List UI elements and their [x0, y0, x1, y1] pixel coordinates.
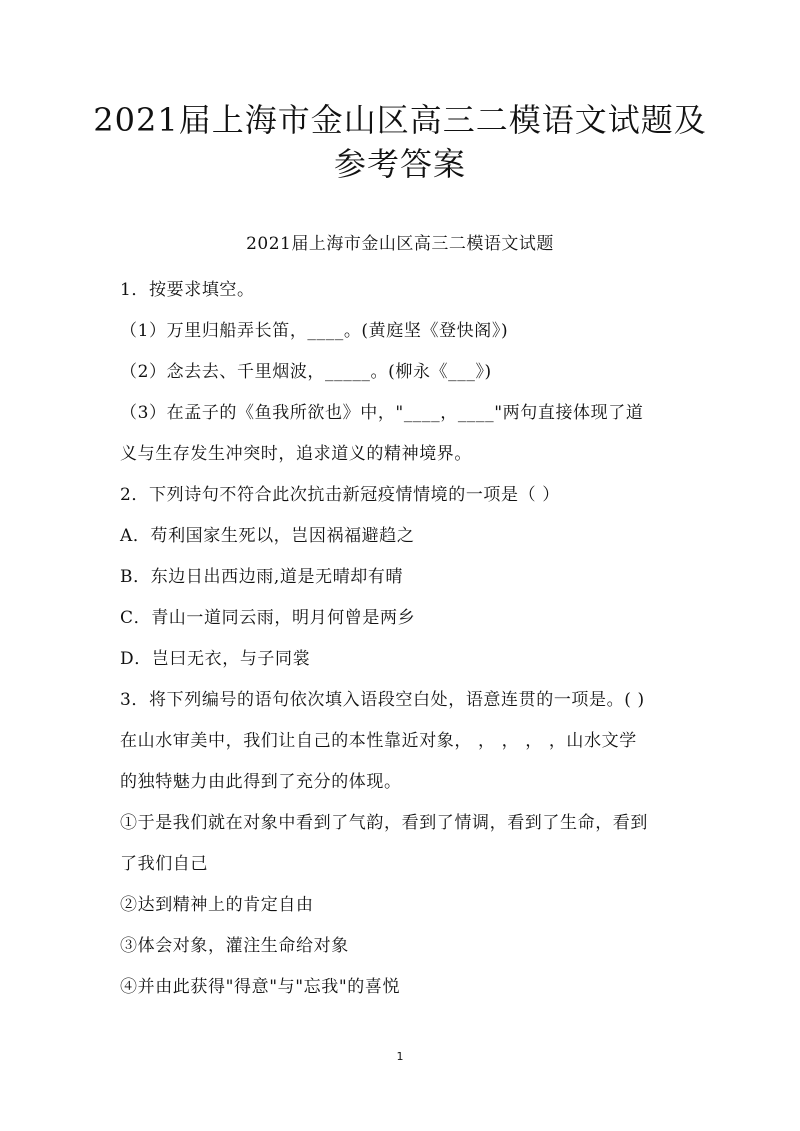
question-3-passage-continued: 的独特魅力由此得到了充分的体现。: [120, 772, 402, 792]
question-1-item-3: （3）在孟子的《鱼我所欲也》中，"____，____"两句直接体现了道: [120, 403, 644, 423]
question-3-heading: 3．将下列编号的语句依次填入语段空白处，语意连贯的一项是。( ): [120, 690, 645, 710]
document-title-line-1: 2021届上海市金山区高三二模语文试题及: [93, 101, 707, 139]
question-3-sentence-3: ③体会对象，灌注生命给对象: [120, 936, 349, 956]
document-body: [120, 270, 710, 1008]
question-3-passage: 在山水审美中，我们让自己的本性靠近对象， ， ， ， ，山水文学: [120, 731, 637, 751]
question-3-sentence-1-continued: 了我们自己: [120, 854, 208, 874]
page-number: 1: [396, 1050, 404, 1063]
question-3-sentence-2: ②达到精神上的肯定自由: [120, 895, 314, 915]
question-3-sentence-1: ①于是我们就在对象中看到了气韵，看到了情调，看到了生命，看到: [120, 813, 648, 833]
question-2-option-c: C．青山一道同云雨，明月何曾是两乡: [120, 608, 416, 628]
question-1-heading: 1．按要求填空。: [120, 280, 255, 300]
document-title-line-2: 参考答案: [333, 145, 466, 183]
question-2-option-a: A．苟利国家生死以，岂因祸福避趋之: [120, 526, 415, 546]
question-1-item-1: （1）万里归船弄长笛，____。(黄庭坚《登快阁》): [120, 321, 509, 341]
exam-subtitle: 2021届上海市金山区高三二模语文试题: [246, 234, 554, 254]
question-1-item-2: （2）念去去、千里烟波，_____。(柳永《___》): [120, 362, 492, 382]
question-2-option-b: B．东边日出西边雨,道是无晴却有晴: [120, 567, 404, 587]
question-1-item-3-continued: 义与生存发生冲突时，追求道义的精神境界。: [120, 444, 472, 464]
question-3-sentence-4: ④并由此获得"得意"与"忘我"的喜悦: [120, 977, 401, 997]
question-2-heading: 2．下列诗句不符合此次抗击新冠疫情情境的一项是（ ）: [120, 485, 560, 505]
question-2-option-d: D．岂曰无衣，与子同裳: [120, 649, 311, 669]
